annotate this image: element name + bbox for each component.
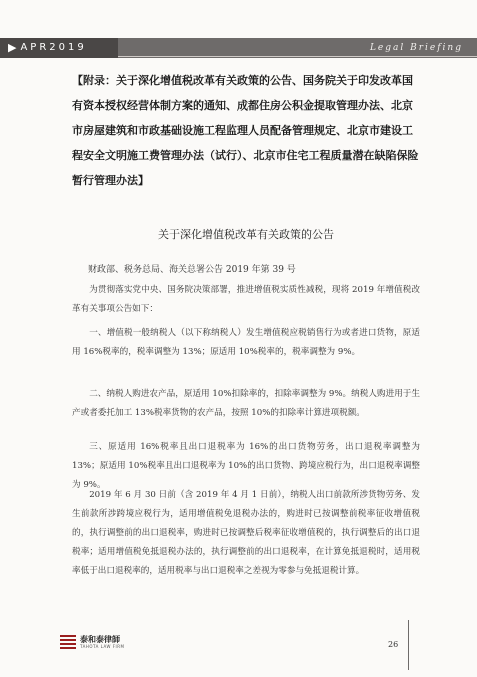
firm-logo-icon: [60, 634, 76, 650]
page-number: 26: [388, 640, 399, 649]
paragraph-article-3: 三、原适用 16%税率且出口退税率为 16%的出口货物劳务，出口退税率调整为 13%；原适用 10%税率且出口退税率为 10%的出口货物、跨境应税行为，出口退税率调整为 9%。: [72, 442, 420, 490]
footer-divider: [408, 620, 409, 670]
header-divider: [118, 56, 477, 57]
section-title: Legal Briefing: [369, 43, 463, 53]
paragraph-intro: 为贯彻落实党中央、国务院决策部署，推进增值税实质性减税，现将 2019 年增值税改革有关事项公告如下：: [72, 285, 420, 314]
issue-date: APR2019: [20, 42, 87, 53]
play-arrow-icon: ▶: [8, 41, 17, 54]
document-title: 关于深化增值税改革有关政策的公告: [158, 228, 334, 241]
appendix-list: 【附录：关于深化增值税改革有关政策的公告、国务院关于印发改革国有资本授权经营体制方案的通知、成都住房公积金提取管理办法、北京市房屋建筑和市政基础设施工程监理人员配备管理规定、北京市建设工程安全文明施工费管理办法（试行）、北京市住宅工程质量潜在缺陷保险暂行管理办法】: [72, 74, 419, 187]
document-reference: 财政部、税务总局、海关总署公告 2019 年第 39 号: [88, 265, 296, 275]
header-date-block: [0, 38, 118, 58]
paragraph-article-1: 一、增值税一般纳税人（以下称纳税人）发生增值税应税销售行为或者进口货物，原适用 16%税率的，税率调整为 13%；原适用 10%税率的，税率调整为 9%。: [72, 328, 420, 357]
firm-name-cn: 泰和泰律師: [80, 634, 120, 644]
paragraph-transition: 2019 年 6 月 30 日前（含 2019 年 4 月 1 日前），纳税人出口前款所涉货物劳务、发生前款所涉跨境应税行为，适用增值税免退税办法的，购进时已按调整前税率征收增值税的，执行调整前的出口退税率，购进时已按调整后税率征收增值税的，执行调整后的出口退税率；适用增值税免抵退税办法的，执行调整前的出口退税率，在计算免抵退税时，适用税率低于出口退税率的，适用税率与出口退税率之差视为零参与免抵退税计算。: [72, 490, 420, 576]
paragraph-article-2: 二、纳税人购进农产品，原适用 10%扣除率的，扣除率调整为 9%。纳税人购进用于生产或者委托加工 13%税率货物的农产品，按照 10%的扣除率计算进项税额。: [72, 389, 420, 418]
firm-name-en: TAHOTA LAW FIRM: [80, 644, 125, 649]
firm-logo: [60, 634, 124, 650]
